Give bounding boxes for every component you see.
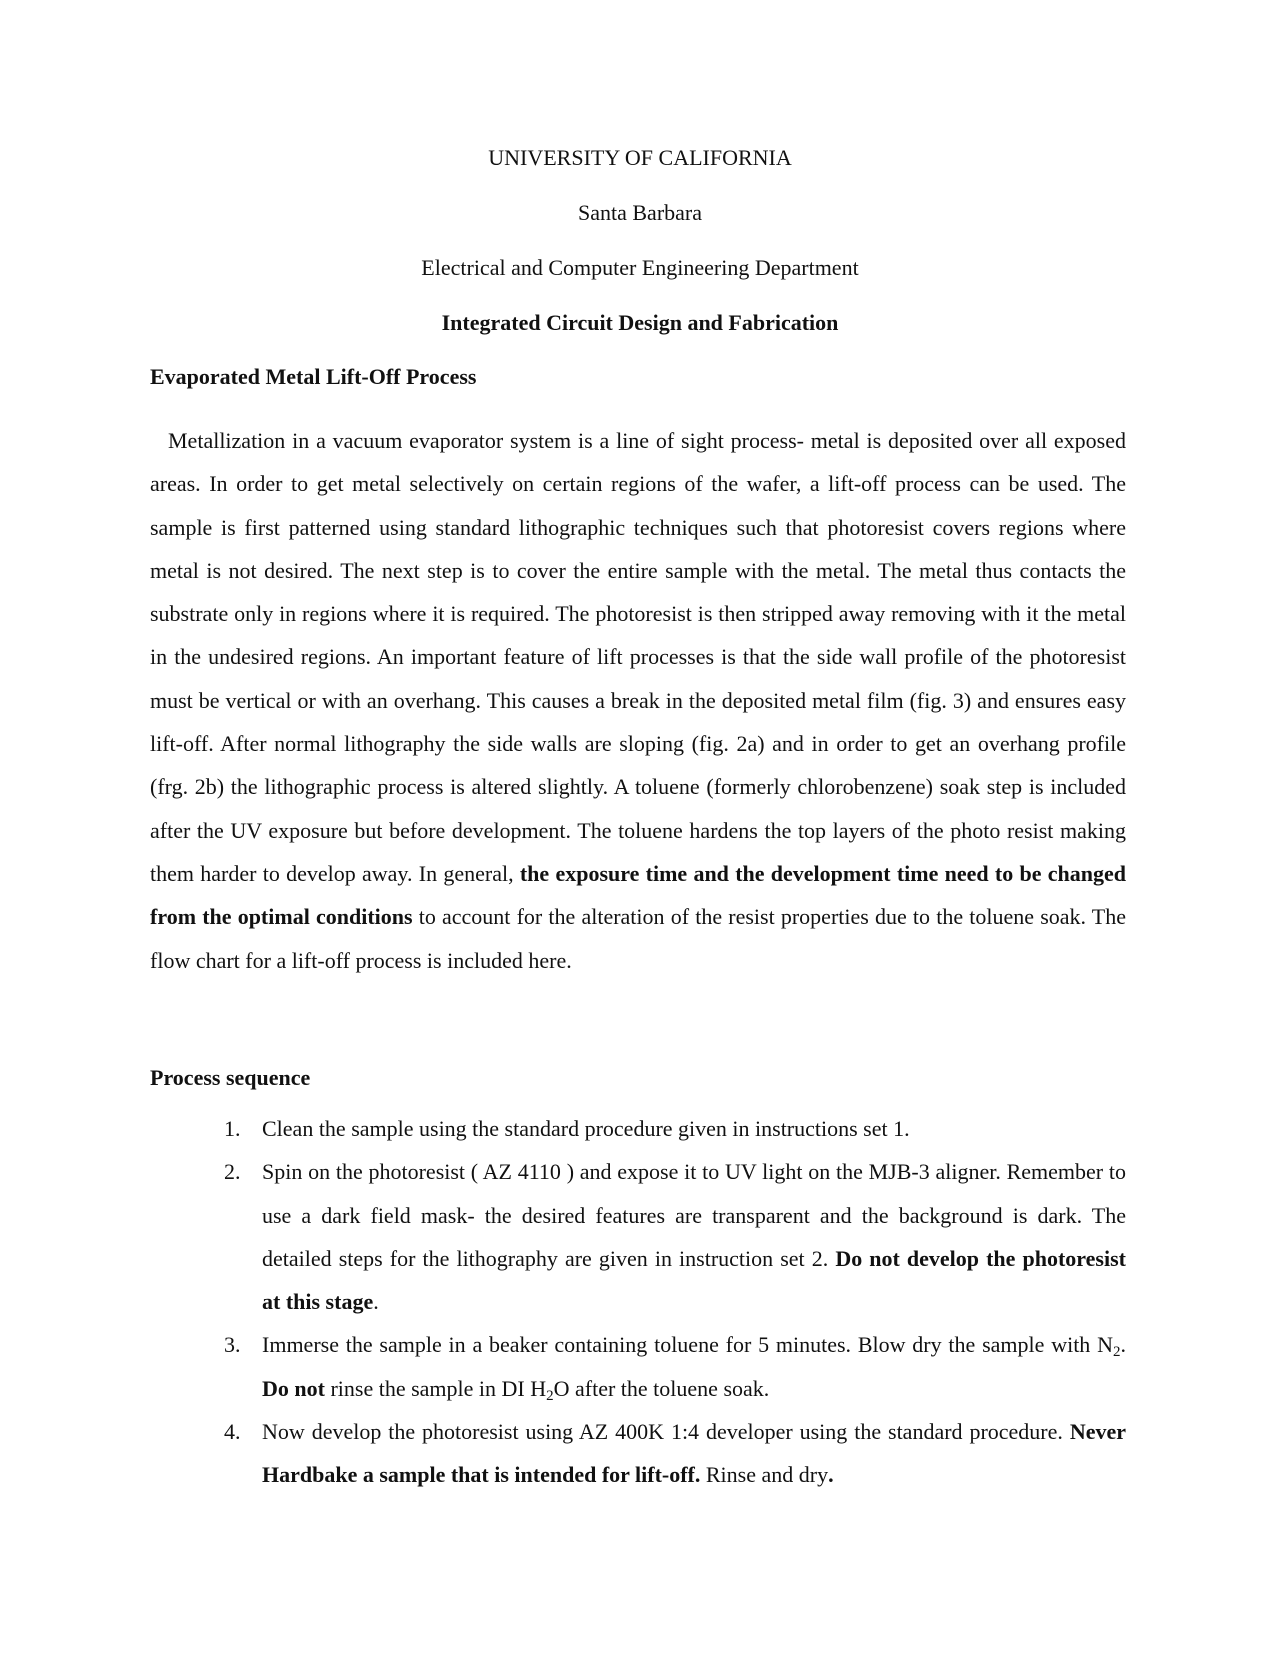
list-item [150, 1150, 1126, 1323]
process-steps-list [150, 1107, 1126, 1497]
step-text: Now develop the photoresist using AZ 400K 1:4 developer using the standard procedure. [262, 1419, 1070, 1445]
step-text: Clean the sample using the standard procedure given in instructions set 1. [262, 1116, 910, 1141]
paragraph-text-part1: Metallization in a vacuum evaporator system is a line of sight process- metal is deposited over all exposed areas. In order to get metal selectively on certain regions of the wafer, a lift-off process can be used. The sample is first patterned using standard lithographic techniques such that photoresist covers regions where metal is not desired. The next step is to cover the entire sample with the metal. The metal thus contacts the substrate only in regions where it is required. The photoresist is then stripped away removing with it the metal in the undesired regions. An important feature of lift processes is that the side wall profile of the photoresist must be vertical or with an overhang. This causes a break in the deposited metal film (fig. 3) and ensures easy lift-off. After normal lithography the side walls are sloping (fig. 2a) and in order to get an overhang profile (frg. 2b) the lithographic process is altered slightly. A toluene (formerly chlorobenzene) soak step is included after the UV exposure but before development. The toluene hardens the top layers of the photo resist making them harder to develop away. In general, [150, 428, 1126, 886]
paragraph-emphasis: the exposure time and the development time need to be changed from the optimal conditions [150, 860, 1126, 930]
list-item [150, 1410, 1126, 1497]
list-item [150, 1107, 1126, 1150]
list-item [150, 1323, 1126, 1410]
step-emphasis: Never Hardbake a sample that is intended for lift-off. [262, 1419, 1126, 1488]
step-number: 3. [224, 1332, 241, 1358]
step-number: 2. [224, 1159, 241, 1185]
step-text: rinse the sample in DI H [324, 1375, 547, 1401]
step-emphasis: Do not [262, 1375, 325, 1401]
step-text: Spin on the photoresist ( AZ 4110 ) and expose it to UV light on the MJB-3 aligner. Remember to use a dark field mask- the desired features are transparent and the background is dark. The detailed steps for the lithography are given in instruction set 2. [262, 1159, 1126, 1271]
step-text: . [1120, 1332, 1126, 1358]
subscript: 2 [546, 1387, 554, 1404]
step-number: 4. [224, 1419, 241, 1445]
step-text: O after the toluene soak. [553, 1375, 770, 1401]
body-paragraph [150, 419, 1126, 982]
department-name: Electrical and Computer Engineering Department [421, 255, 859, 280]
step-text: Immerse the sample in a beaker containing toluene for 5 minutes. Blow dry the sample with N [262, 1332, 1113, 1358]
course-title: Integrated Circuit Design and Fabrication [441, 310, 839, 335]
process-sequence-title: Process sequence [150, 1065, 311, 1090]
section-title: Evaporated Metal Lift-Off Process [150, 364, 477, 389]
step-emphasis: Do not develop the photoresist at this stage [262, 1245, 1126, 1315]
university-name: UNIVERSITY OF CALIFORNIA [488, 145, 792, 170]
campus-name: Santa Barbara [578, 200, 702, 225]
step-text: Rinse and dry [700, 1462, 829, 1488]
step-number: 1. [224, 1116, 241, 1141]
step-text-end: . [373, 1289, 379, 1315]
subscript: 2 [1113, 1344, 1121, 1361]
step-emphasis-end: . [828, 1462, 834, 1488]
paragraph-text-part2: to account for the alteration of the resist properties due to the toluene soak. The flow chart for a lift-off process is included here. [150, 904, 1126, 973]
